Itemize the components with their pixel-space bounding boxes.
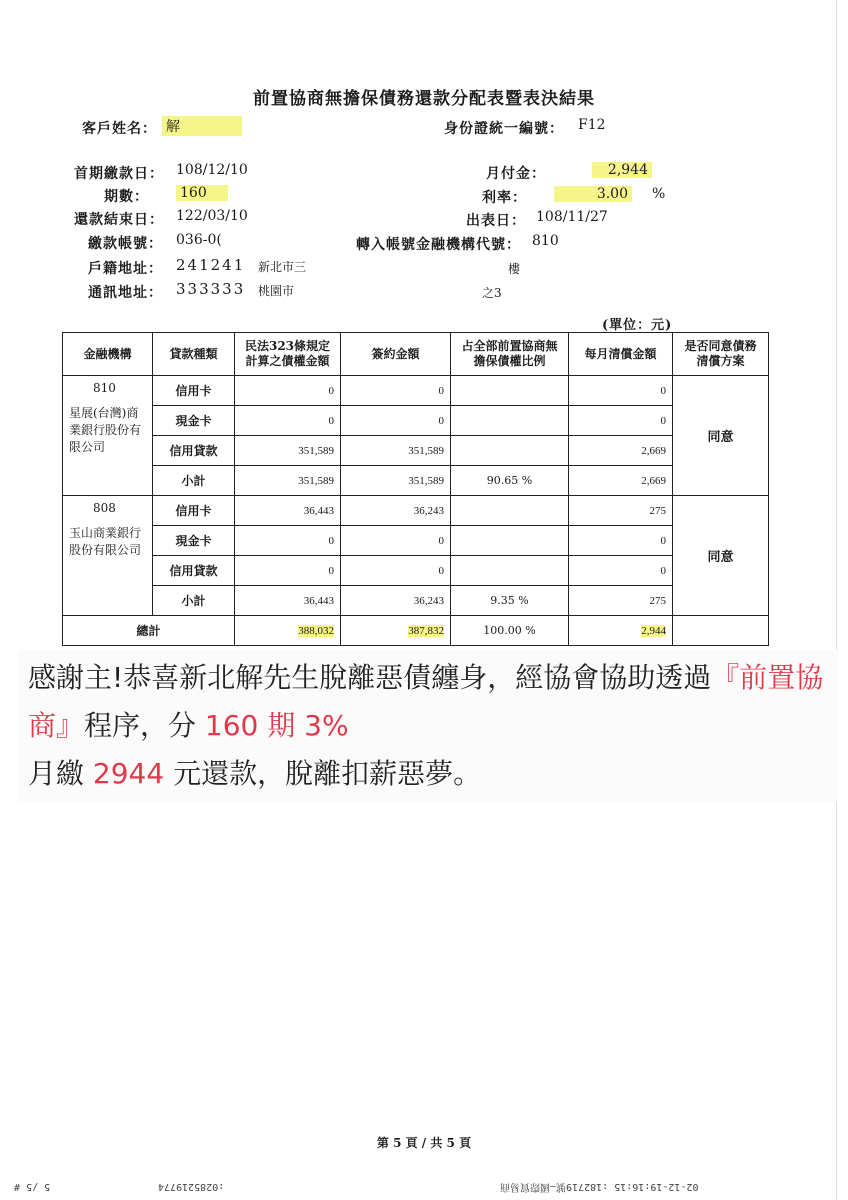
message-highlight-amount: 2944 xyxy=(92,757,165,790)
monthly-amount: 275 xyxy=(569,496,673,526)
issue-date-label: 出表日： xyxy=(466,213,526,229)
table-row xyxy=(63,496,769,526)
claim-amount: 0 xyxy=(235,526,341,556)
loan-type: 現金卡 xyxy=(153,526,235,556)
total-agree-cell xyxy=(673,616,769,646)
rate-value: 3.00 xyxy=(554,186,632,202)
message-part1: 感謝主!恭喜新北解先生脫離惡債纏身，經協會協助透過 xyxy=(28,661,712,694)
ratio xyxy=(451,526,569,556)
loan-type: 信用卡 xyxy=(153,376,235,406)
header-monthly-amount: 每月清償金額 xyxy=(569,333,673,376)
issue-date-value: 108/11/27 xyxy=(536,209,608,225)
bank-code: 808 xyxy=(93,501,116,515)
header-claim-amount: 民法323條規定計算之債權金額 xyxy=(235,333,341,376)
fax-header-timestamp: 02-12-19:16:15 :182719號—國際貿易商 xyxy=(500,1181,699,1192)
first-payment-label: 首期繳款日： xyxy=(74,166,164,182)
total-ratio: 100.00 % xyxy=(451,616,569,646)
header-loan-type: 貸款種類 xyxy=(153,333,235,376)
end-date-label: 還款結束日： xyxy=(74,212,164,228)
account-value: 036-0( xyxy=(176,232,222,248)
message-part7: 元還款，脫離扣薪惡夢。 xyxy=(164,757,482,790)
header-ratio: 占全部前置協商無擔保債權比例 xyxy=(451,333,569,376)
claim-amount: 351,589 xyxy=(235,436,341,466)
rate-unit: % xyxy=(652,186,666,202)
ratio: 90.65 % xyxy=(451,466,569,496)
header-institution: 金融機構 xyxy=(63,333,153,376)
monthly-payment-label: 月付金： xyxy=(486,166,546,182)
contract-amount: 36,243 xyxy=(341,586,451,616)
bank-name: 玉山商業銀行股份有限公司 xyxy=(69,526,142,557)
total-claim-value: 388,032 xyxy=(298,624,334,637)
household-address-label: 戶籍地址： xyxy=(88,261,163,277)
table-row-subtotal xyxy=(63,466,769,496)
table-row xyxy=(63,376,769,406)
table-row xyxy=(63,436,769,466)
total-monthly-value: 2,944 xyxy=(641,624,666,637)
bank-code: 810 xyxy=(93,381,116,395)
loan-type: 小計 xyxy=(153,586,235,616)
fax-header-left: 5 /5 # xyxy=(14,1181,51,1192)
transfer-code-value: 810 xyxy=(532,233,559,249)
address-fragment-unit: 之3 xyxy=(482,286,502,300)
contract-amount: 0 xyxy=(341,556,451,586)
agree-status: 同意 xyxy=(673,496,769,616)
mail-address-label: 通訊地址： xyxy=(88,285,163,301)
total-contract-amount xyxy=(341,616,451,646)
contract-amount: 0 xyxy=(341,526,451,556)
account-label: 繳款帳號： xyxy=(88,236,163,252)
id-label: 身份證統一編號： xyxy=(444,121,564,137)
message-part5: 月繳 xyxy=(28,757,93,790)
claim-amount: 36,443 xyxy=(235,496,341,526)
repayment-table xyxy=(62,332,769,646)
monthly-amount: 2,669 xyxy=(569,466,673,496)
total-monthly-amount xyxy=(569,616,673,646)
fax-header-number: :0285219774 xyxy=(158,1181,225,1192)
mail-city: 桃園市 xyxy=(258,284,295,298)
contract-amount: 0 xyxy=(341,406,451,436)
ratio xyxy=(451,376,569,406)
client-name-value: 解 xyxy=(162,116,242,136)
bank-name: 星展(台灣)商業銀行股份有限公司 xyxy=(69,406,142,454)
claim-amount: 36,443 xyxy=(235,586,341,616)
monthly-amount: 2,669 xyxy=(569,436,673,466)
table-row xyxy=(63,526,769,556)
monthly-payment-value: 2,944 xyxy=(592,162,652,178)
bank-cell xyxy=(63,376,153,496)
table-row-subtotal xyxy=(63,586,769,616)
monthly-amount: 0 xyxy=(569,556,673,586)
ratio xyxy=(451,556,569,586)
congratulation-message xyxy=(18,650,838,802)
unit-label: (單位：元) xyxy=(602,318,673,333)
rate-label: 利率： xyxy=(482,190,527,206)
claim-amount: 0 xyxy=(235,406,341,436)
monthly-amount: 275 xyxy=(569,586,673,616)
loan-type: 信用卡 xyxy=(153,496,235,526)
loan-type: 信用貸款 xyxy=(153,556,235,586)
ratio xyxy=(451,496,569,526)
claim-amount: 0 xyxy=(235,376,341,406)
table-row-total xyxy=(63,616,769,646)
contract-amount: 0 xyxy=(341,376,451,406)
mail-zip: 333333 xyxy=(176,280,246,298)
loan-type: 信用貸款 xyxy=(153,436,235,466)
header-contract-amount: 簽約金額 xyxy=(341,333,451,376)
transfer-code-label: 轉入帳號金融機構代號： xyxy=(356,237,521,253)
monthly-amount: 0 xyxy=(569,406,673,436)
table-row xyxy=(63,406,769,436)
id-value: F12 xyxy=(578,117,606,133)
ratio xyxy=(451,406,569,436)
client-name-label: 客戶姓名： xyxy=(82,121,157,137)
monthly-amount: 0 xyxy=(569,376,673,406)
ratio: 9.35 % xyxy=(451,586,569,616)
message-part3: 程序，分 xyxy=(84,709,205,742)
contract-amount: 351,589 xyxy=(341,466,451,496)
page-edge-line xyxy=(836,0,837,1200)
total-claim-amount xyxy=(235,616,341,646)
header-agree: 是否同意債務清償方案 xyxy=(673,333,769,376)
document-title: 前置協商無擔保債務還款分配表暨表決結果 xyxy=(253,89,595,109)
total-contract-value: 387,832 xyxy=(408,624,444,637)
household-city: 新北市三 xyxy=(258,260,307,274)
page-number: 第 5 頁 / 共 5 頁 xyxy=(376,1136,472,1150)
periods-value: 160 xyxy=(176,185,228,201)
periods-label: 期數： xyxy=(104,189,149,205)
table-header-row xyxy=(63,333,769,376)
agree-status: 同意 xyxy=(673,376,769,496)
total-label: 總計 xyxy=(63,616,235,646)
address-fragment-floor: 樓 xyxy=(508,262,521,276)
claim-amount: 351,589 xyxy=(235,466,341,496)
household-zip: 241241 xyxy=(176,256,246,274)
monthly-amount: 0 xyxy=(569,526,673,556)
message-highlight-terms: 160 期 3% xyxy=(204,709,349,742)
loan-type: 小計 xyxy=(153,466,235,496)
end-date-value: 122/03/10 xyxy=(176,208,248,224)
contract-amount: 36,243 xyxy=(341,496,451,526)
contract-amount: 351,589 xyxy=(341,436,451,466)
bank-cell xyxy=(63,496,153,616)
first-payment-value: 108/12/10 xyxy=(176,162,248,178)
table-row xyxy=(63,556,769,586)
ratio xyxy=(451,436,569,466)
message-highlight-procedure: 『前置協商』 xyxy=(28,661,824,742)
loan-type: 現金卡 xyxy=(153,406,235,436)
claim-amount: 0 xyxy=(235,556,341,586)
